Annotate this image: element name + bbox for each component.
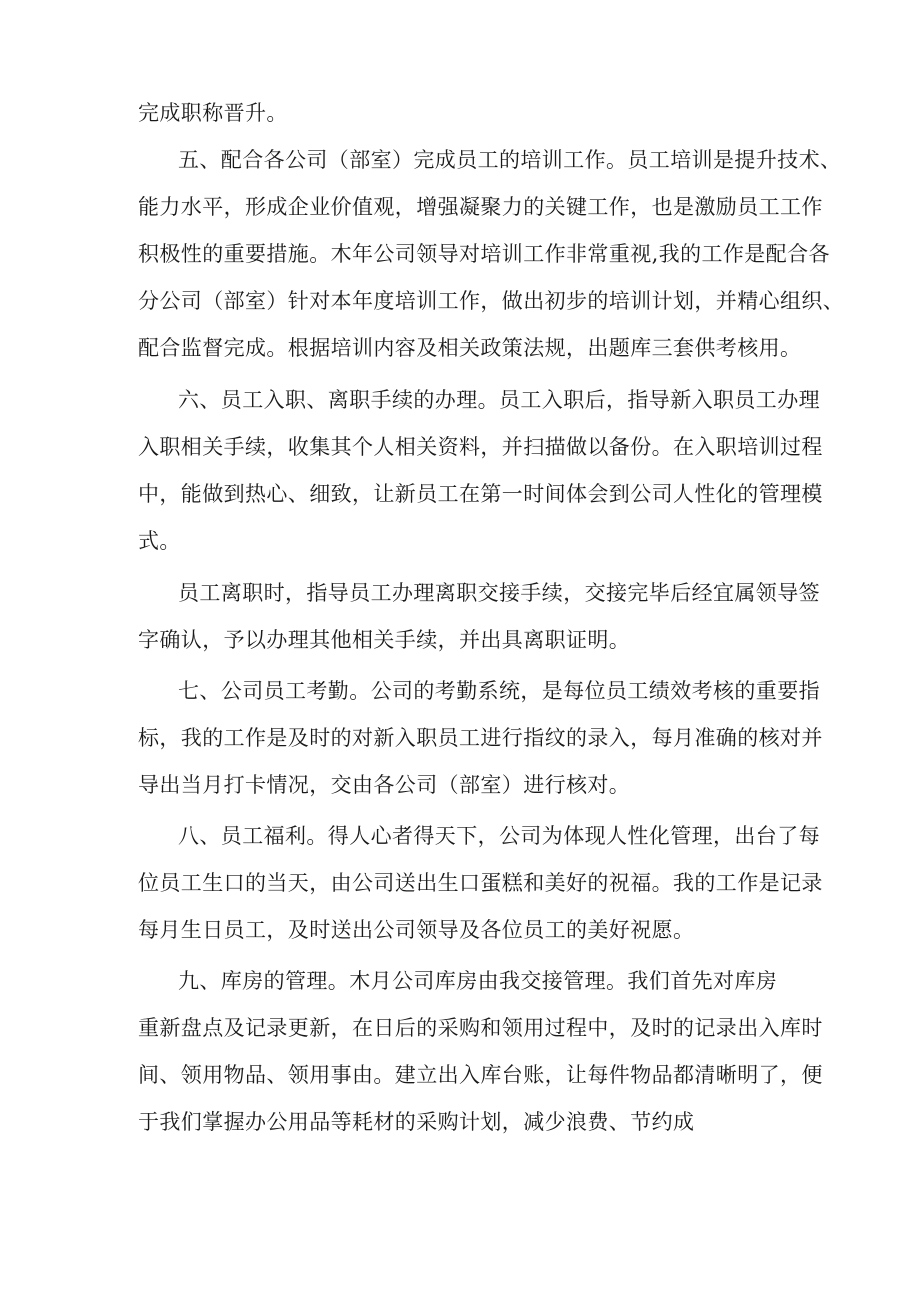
text-line: 中，能做到热心、细致，让新员工在第一时间体会到公司人性化的管理模	[138, 482, 823, 506]
text-line: 间、领用物品、领用事由。建立出入库台账，让每件物品都清晰明了，便	[138, 1063, 823, 1087]
text-line: 重新盘点及记录更新，在日后的采购和领用过程中，及时的记录出入库时	[138, 1016, 823, 1040]
text-line: 每月生日员工，及时送出公司领导及各位员工的美好祝愿。	[138, 918, 695, 942]
text-line: 于我们掌握办公用品等耗材的采购计划，减少浪费、节约成	[138, 1110, 695, 1134]
text-line: 九、库房的管理。木月公司库房由我交接管理。我们首先对库房	[178, 969, 778, 993]
text-line: 五、配合各公司（部室）完成员工的培训工作。员工培训是提升技术、	[178, 148, 842, 172]
text-line: 字确认，予以办理其他相关手续，并出具离职证明。	[138, 628, 631, 652]
text-line: 式。	[138, 529, 181, 553]
text-line: 配合监督完成。根据培训内容及相关政策法规，出题库三套供考核用。	[138, 336, 802, 360]
text-line: 七、公司员工考勤。公司的考勤系统，是每位员工绩效考核的重要指	[178, 679, 820, 703]
text-line: 分公司（部室）针对本年度培训工作，做出初步的培训计划，并精心组织、	[138, 289, 845, 313]
text-line: 八、员工福利。得人心者得天下，公司为体现人性化管理，出台了每	[178, 824, 820, 848]
text-line: 标，我的工作是及时的对新入职员工进行指纹的录入，每月准确的核对并	[138, 726, 823, 750]
text-line: 员工离职时，指导员工办理离职交接手续，交接完毕后经宜属领导签	[178, 581, 820, 605]
text-line: 积极性的重要措施。木年公司领导对培训工作非常重视,我的工作是配合各	[138, 242, 830, 266]
text-line: 位员工生口的当天，由公司送出生口蛋糕和美好的祝福。我的工作是记录	[138, 871, 823, 895]
text-line: 入职相关手续，收集其个人相关资料，并扫描做以备份。在入职培训过程	[138, 435, 823, 459]
text-line: 完成职称晋升。	[138, 101, 288, 125]
text-line: 导出当月打卡情况，交由各公司（部室）进行核对。	[138, 773, 631, 797]
text-line: 能力水平，形成企业价值观，增强凝聚力的关键工作，也是激励员工工作	[138, 195, 823, 219]
text-line: 六、员工入职、离职手续的办理。员工入职后，指导新入职员工办理	[178, 388, 820, 412]
